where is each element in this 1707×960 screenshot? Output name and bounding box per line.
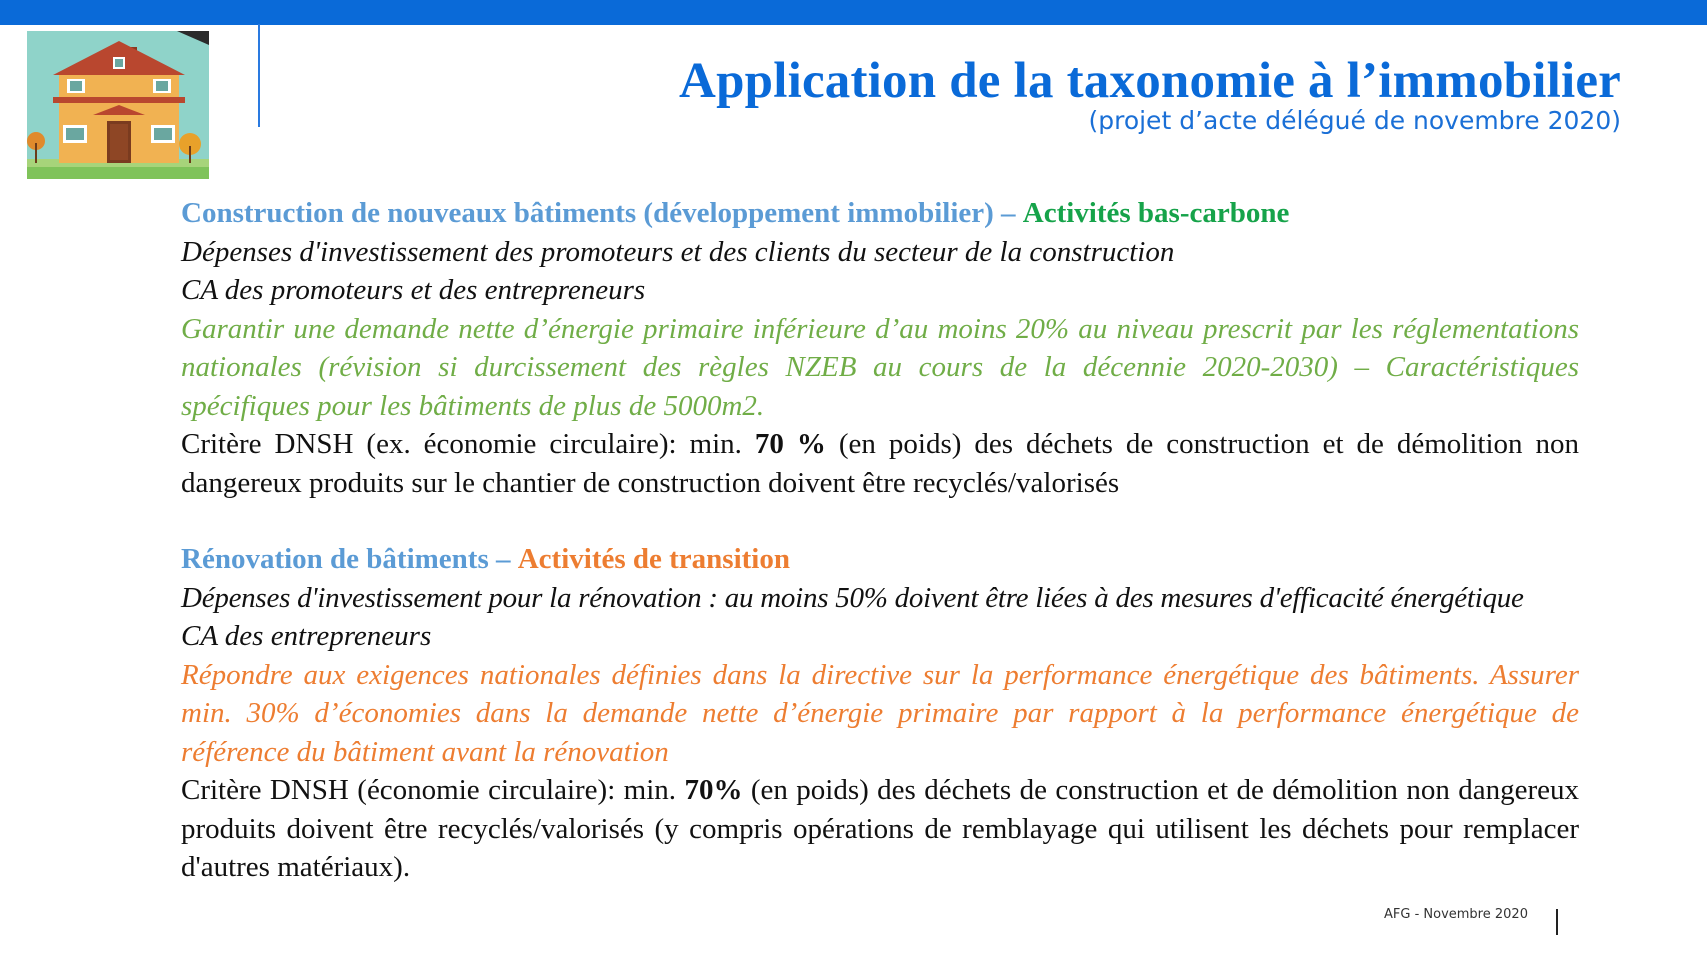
page-title: Application de la taxonomie à l’immobilier (679, 53, 1621, 109)
top-accent-bar (0, 0, 1707, 25)
section2-line1: Dépenses d'investissement pour la rénovation : au moins 50% doivent être liées à des mesures d'efficacité énergétique (181, 581, 1524, 614)
section1-line1: Dépenses d'investissement des promoteurs et des clients du secteur de la construction (181, 235, 1175, 268)
section1-criteria: Garantir une demande nette d’énergie primaire inférieure d’au moins 20% au niveau prescrit par les réglementations nationales (révision si durcissement des règles NZEB au cours de la décennie 2020-2030) – Caractéristiques spécifiques pour les bâtiments de plus de 5000m2. (181, 312, 1579, 422)
section2-criteria: Répondre aux exigences nationales définies dans la directive sur la performance énergétique des bâtiments. Assurer min. 30% d’économies dans la demande nette d’énergie primaire par rapport à la performance énergétique de référence du bâtiment avant la rénovation (181, 658, 1579, 768)
page-subtitle: (projet d’acte délégué de novembre 2020) (1088, 106, 1621, 135)
section2-line2: CA des entrepreneurs (181, 620, 432, 652)
section2-category: Activités de transition (517, 543, 790, 575)
section2-dnsh-prefix: Critère DNSH (économie circulaire): min. (181, 774, 677, 806)
section2-heading-line (181, 540, 1579, 579)
section2-dnsh-value: 70% (684, 774, 743, 806)
section2-dnsh-suffix: (en poids) des déchets de construction et de démolition non dangereux produits doivent être recyclés/valorisés (y compris opérations de remblayage qui utilisent les déchets pour remplacer d'autres matériaux). (181, 774, 1579, 883)
section1-heading-line (181, 194, 1579, 233)
house-illustration-icon (27, 31, 209, 179)
footer-divider-line (1556, 909, 1558, 935)
section2-dnsh (181, 771, 1579, 887)
header-divider-line (258, 24, 260, 127)
footer-text: AFG - Novembre 2020 (1384, 907, 1528, 922)
section1-dnsh-suffix: (en poids) des déchets de construction et de démolition non dangereux produits sur le chantier de construction doivent être recyclés/valorisés (181, 428, 1580, 499)
section1-heading: Construction de nouveaux bâtiments (développement immobilier) – (181, 197, 1016, 229)
section-spacer (181, 502, 1579, 540)
main-content (181, 194, 1579, 887)
section1-dnsh-prefix: Critère DNSH (ex. économie circulaire): min. (181, 428, 742, 460)
section2-heading: Rénovation de bâtiments – (181, 543, 511, 575)
section1-line2: CA des promoteurs et des entrepreneurs (181, 274, 646, 306)
section1-category: Activités bas-carbone (1022, 197, 1290, 229)
section1-dnsh-value: 70 % (754, 428, 826, 460)
section1-dnsh (181, 425, 1579, 502)
